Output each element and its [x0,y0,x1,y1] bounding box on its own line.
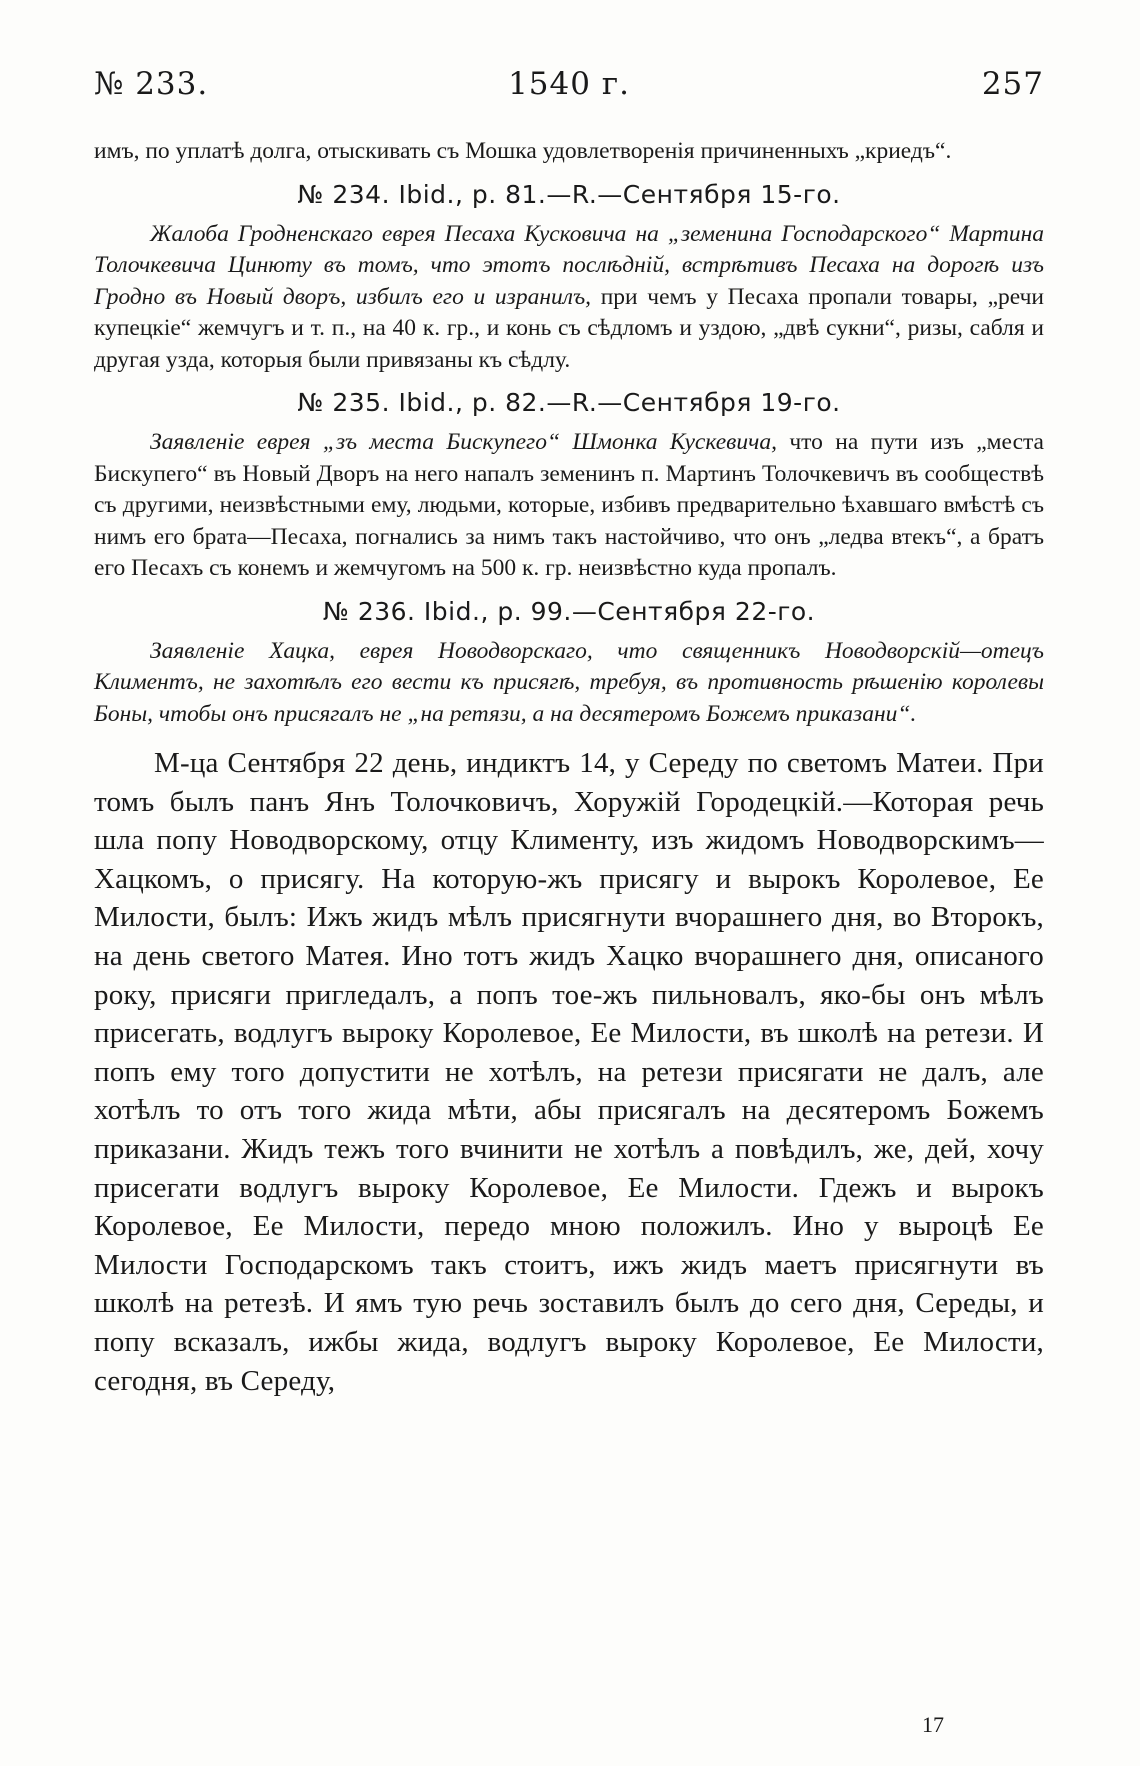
doc-236-main-text: М-ца Сентября 22 день, индиктъ 14, у Середу по светомъ Матеи. При томъ былъ панъ Янъ Толочковичъ, Хоружій Городецкій.—Которая речь шла попу Новодворскому, отцу Клименту, изъ жидомъ Новодворскимъ—Хацкомъ, о присягу. На которую-жъ присягу и вырокъ Королевое, Ее Милости, былъ: Ижъ жидъ мѣлъ присягнути вчорашнего дня, во Второкъ, на день светого Матея. Ино тотъ жидъ Хацко вчорашнего дня, описаного року, присяги пригледалъ, а попъ тое-жъ пильновалъ, яко-бы онъ мѣлъ присегать, водлугъ выроку Королевое, Ее Милости, въ школѣ на ретези. И попъ ему того допустити не хотѣлъ, на ретези присягати не далъ, але хотѣлъ то отъ того жида мѣти, абы присягалъ на десятеромъ Божемъ приказани. Жидъ тежъ того вчинити не хотѣлъ а повѣдилъ, же, дей, хочу присегати водлугъ выроку Королевое, Ее Милости. Гдежъ и вырокъ Королевое, Ее Милости, передо мною положилъ. Ино у выроцѣ Ее Милости Господарскомъ такъ стоитъ, ижъ жидъ маетъ присягнути въ школѣ на ретезѣ. И ямъ тую речь зоставилъ былъ до сего дня, Середы, и попу всказалъ, ижбы жида, водлугъ выроку Королевое, Ее Милости, сегодня, въ Середу, [94,747,1044,1397]
doc-236-heading: № 236. Ibid., p. 99.—Сентября 22-го. [322,596,816,626]
continuation-paragraph: имъ, по уплатѣ долга, отыскивать съ Мошка удовлетворенія причиненныхъ „криедъ“. [94,138,952,164]
header-doc-number: № 233. [94,66,209,102]
doc-234-summary-italic: Жалоба Гродненскаго еврея Песаха Кусковича на „земенина Господарского“ Мартина Толочкевича Цинюту въ томъ, что этотъ послѣдній, встрѣтивъ Песаха на дорогѣ изъ Гродно въ Новый дворъ, избилъ его и изранилъ, [94,220,1044,310]
header-year: 1540 г. [508,66,630,102]
doc-234-heading: № 234. Ibid., p. 81.—R.—Сентября 15-го. [297,179,841,209]
doc-236-summary [94,636,1044,731]
doc-235-heading: № 235. Ibid., p. 82.—R.—Сентября 19-го. [297,388,841,417]
doc-234-summary [94,219,1044,377]
running-header [94,66,1044,106]
page-body [94,136,1044,1400]
doc-235-summary-plain: что на пути изъ „места Бискупего“ въ Новый Дворъ на него напалъ земенинъ п. Мартинъ Толочкевичъ въ сообществѣ съ другими, неизвѣстными ему, людьми, которые, избивъ предварительно ѣхавшаго вмѣстѣ съ нимъ его брата—Песаха, погнались за нимъ такъ настойчиво, что онъ „ледва втекъ“, а братъ его Песахъ съ конемъ и жемчугомъ на 500 к. гр. неизвѣстно куда пропалъ. [94,429,1044,581]
doc-235-summary [94,427,1044,585]
signature-mark: 17 [922,1712,944,1737]
doc-236-summary-italic: Заявленіе Хацка, еврея Новодворскаго, что священникъ Новодворскій—отецъ Климентъ, не захотѣлъ его вести къ присягѣ, требуя, въ противность рѣшенію королевы Боны, чтобы онъ присягалъ не „на ретязи, а на десятеромъ Божемъ приказани“. [94,637,1044,727]
header-page-number: 257 [981,66,1044,102]
doc-235-summary-italic: Заявленіе еврея „зъ места Бискупего“ Шмонка Кускевича, [150,429,777,455]
doc-234-summary-plain: при чемъ у Песаха пропали товары, „речи купецкіе“ жемчугъ и т. п., на 40 к. гр., и конь съ сѣдломъ и уздою, „двѣ сукни“, ризы, сабля и другая узда, которыя были привязаны къ сѣдлу. [94,283,1044,373]
